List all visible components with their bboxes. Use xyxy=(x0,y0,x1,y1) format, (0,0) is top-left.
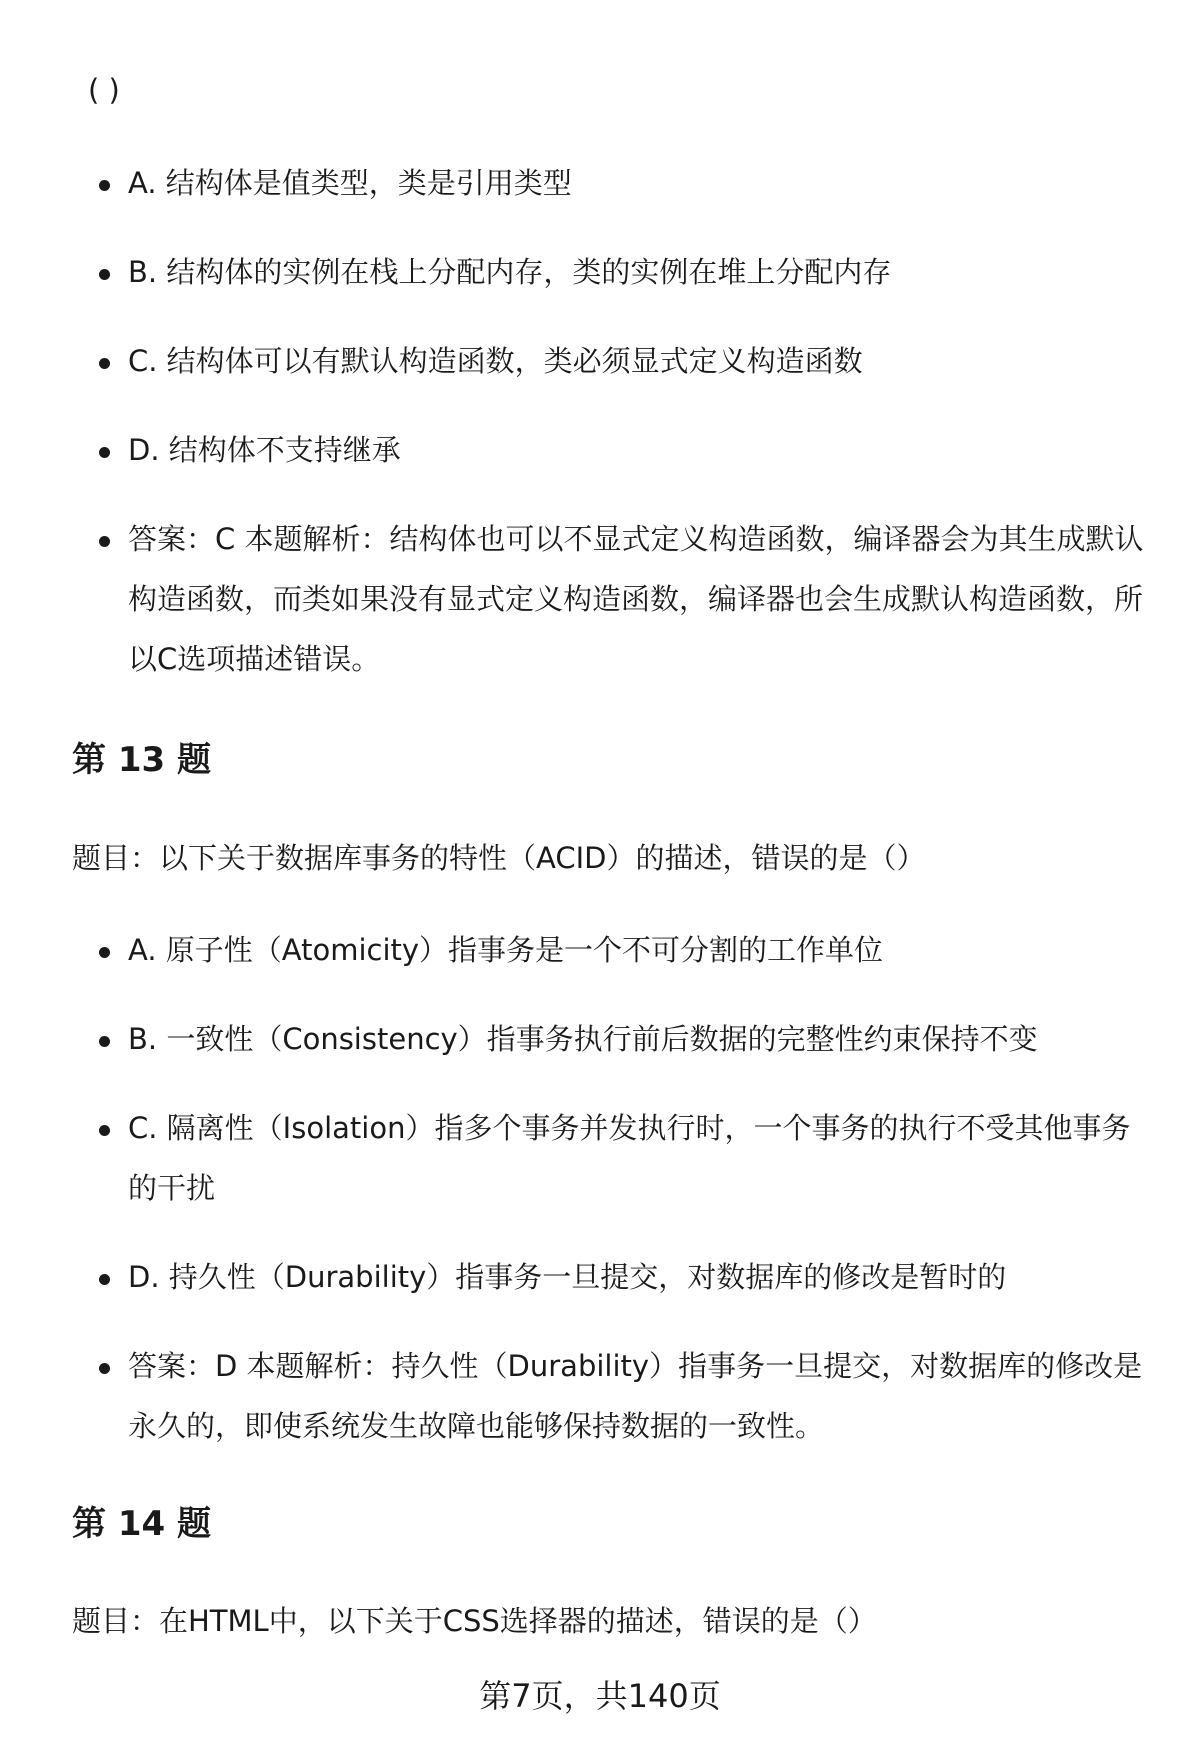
q12-option-list xyxy=(0,153,1200,718)
q14-question: 题目：在HTML中，以下关于CSS选择器的描述，错误的是（） xyxy=(72,1604,877,1638)
q14-heading: 第 14 题 xyxy=(72,1504,211,1544)
answer-item: 答案：D 本题解析：持久性（Durability）指事务一旦提交，对数据库的修改是永久的，即使系统发生故障也能够保持数据的一致性。 xyxy=(0,1336,1200,1456)
list-item: C. 结构体可以有默认构造函数，类必须显式定义构造函数 xyxy=(0,331,1200,391)
bullet-icon xyxy=(99,269,110,280)
bullet-icon xyxy=(99,447,110,458)
bullet-icon xyxy=(99,358,110,369)
q13-heading: 第 13 题 xyxy=(72,740,211,780)
list-item: B. 一致性（Consistency）指事务执行前后数据的完整性约束保持不变 xyxy=(0,1009,1200,1069)
bullet-icon xyxy=(99,1125,110,1136)
question-fragment: ( ) xyxy=(88,73,120,107)
page-number-footer: 第7页，共140页 xyxy=(479,1677,721,1715)
answer-item: 答案：C 本题解析：结构体也可以不显式定义构造函数，编译器会为其生成默认构造函数，而类如果没有显式定义构造函数，编译器也会生成默认构造函数，所以C选项描述错误。 xyxy=(0,509,1200,689)
bullet-icon xyxy=(99,536,110,547)
bullet-icon xyxy=(99,1363,110,1374)
q13-question: 题目：以下关于数据库事务的特性（ACID）的描述，错误的是（） xyxy=(72,841,926,875)
bullet-icon xyxy=(99,1274,110,1285)
bullet-icon xyxy=(99,947,110,958)
list-item: C. 隔离性（Isolation）指多个事务并发执行时，一个事务的执行不受其他事务的干扰 xyxy=(0,1098,1200,1218)
list-item: D. 持久性（Durability）指事务一旦提交，对数据库的修改是暂时的 xyxy=(0,1247,1200,1307)
q13-option-list xyxy=(0,920,1200,1485)
bullet-icon xyxy=(99,180,110,191)
list-item: D. 结构体不支持继承 xyxy=(0,420,1200,480)
list-item: A. 原子性（Atomicity）指事务是一个不可分割的工作单位 xyxy=(0,920,1200,980)
list-item: A. 结构体是值类型，类是引用类型 xyxy=(0,153,1200,213)
bullet-icon xyxy=(99,1036,110,1047)
list-item: B. 结构体的实例在栈上分配内存，类的实例在堆上分配内存 xyxy=(0,242,1200,302)
